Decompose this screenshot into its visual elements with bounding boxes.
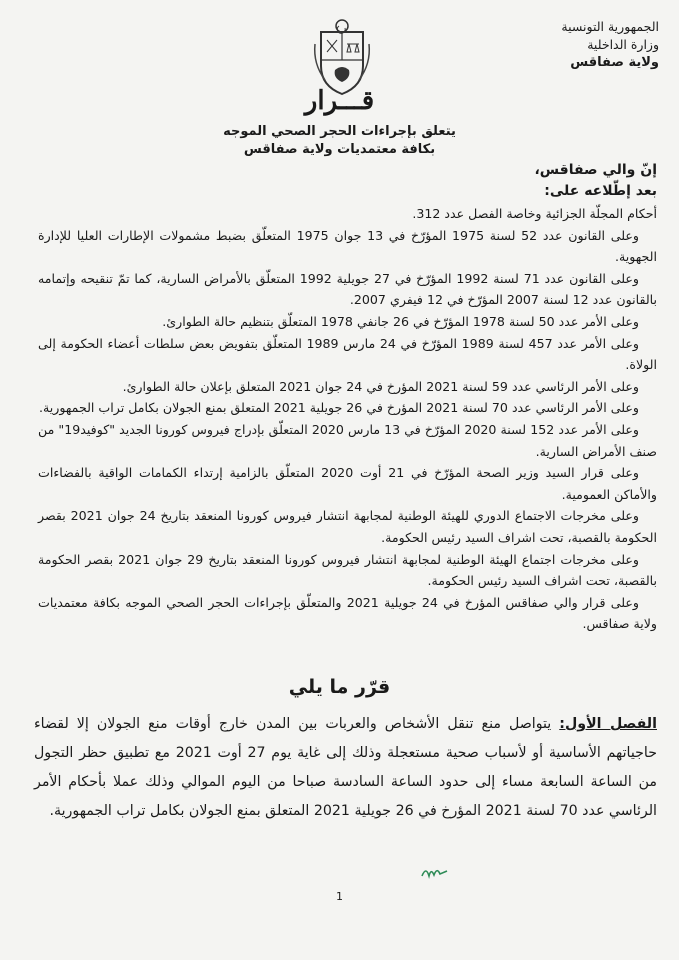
reference-paragraph: وعلى الأمر الرئاسي عدد 59 لسنة 2021 المؤرخ في 24 جوان 2021 المتعلق بإعلان حالة الطوارئ. [122, 378, 639, 394]
reference-paragraph: وعلى القانون عدد 52 لسنة 1975 المؤرّخ في 13 جوان 1975 المتعلّق بضبط مشمولات الإطارات العليا للإدارة الجهوية. [38, 227, 657, 265]
header-ministry: وزارة الداخلية [587, 37, 659, 52]
header-governorate: ولاية صفاقس [570, 55, 659, 70]
decree-title: قـــرار [304, 86, 375, 116]
reference-paragraph: وعلى الأمر عدد 152 لسنة 2020 المؤرّخ في 13 مارس 2020 المتعلّق بإدراج فيروس كورونا الجديد "كوفيد19" من صنف الأمراض السارية. [38, 421, 657, 459]
page-number: 1 [336, 890, 343, 903]
legal-references [38, 203, 657, 635]
decree-subject-line-2: بكافة معتمديات ولاية صفاقس [243, 142, 436, 157]
reference-paragraph: وعلى القانون عدد 71 لسنة 1992 المؤرّخ في 27 جويلية 1992 المتعلّق بالأمراض السارية، كما تمّ تنقيحه وإتمامه بالقانون عدد 12 لسنة 2007 المؤرّخ في 12 فيفري 2007. [38, 270, 657, 308]
article-1 [34, 710, 657, 826]
issuing-authority [509, 18, 659, 72]
reference-paragraph: وعلى الأمر الرئاسي عدد 70 لسنة 2021 المؤرخ في 26 جويلية 2021 المتعلق بمنع الجولان بكامل تراب الجمهورية. [39, 400, 639, 416]
reference-paragraph: وعلى الأمر عدد 457 لسنة 1989 المؤرّخ في 24 مارس 1989 المتعلّق بتفويض بعض سلطات أعضاء الحكومة إلى الولاة. [38, 335, 657, 373]
decree-subject-line-1: يتعلق بإجراءات الحجر الصحي الموجه [223, 124, 456, 139]
reference-paragraph: وعلى الأمر عدد 50 لسنة 1978 المؤرّخ في 26 جانفي 1978 المتعلّق بتنظيم حالة الطوارئ. [162, 313, 639, 329]
article-1-heading: الفصل الأول: [559, 716, 657, 732]
header-country: الجمهورية التونسية [561, 19, 659, 34]
preamble-having-reviewed: بعد إطّلاعه على: [544, 183, 657, 199]
decision-heading: قرّر ما يلي [288, 676, 391, 698]
reference-paragraph: وعلى قرار السيد وزير الصحة المؤرّخ في 21 أوت 2020 المتعلّق بالزامية إرتداء الكمامات الواقية بالفضاءات والأماكن العمومية. [38, 465, 657, 502]
reference-paragraph: وعلى مخرجات اجتماع الهيئة الوطنية لمجابهة انتشار فيروس كورونا المنعقد بتاريخ 29 جوان 2021 بقصر الحكومة بالقصبة، تحت اشراف السيد رئيس الحكومة. [38, 551, 657, 589]
preamble-governor: إنّ والي صفاقس، [534, 162, 657, 178]
article-1-text: يتواصل منع تنقل الأشخاص والعربات بين المدن خارج أوقات منع الجولان إلا لقضاء حاجياتهم الأساسية أو لأسباب صحية مستعجلة وذلك إلى غاية يوم 27 أوت 2021 مع تطبيق حظر التجول من الساعة السابعة مساء إلى حدود الساعة السادسة صباحا من اليوم الموالي وذلك عملا بأحكام الأمر الرئاسي عدد 70 لسنة 2021 المؤرخ في 26 جويلية 2021 المتعلق بمنع الجولان بكامل تراب الجمهورية. [34, 716, 657, 819]
reference-paragraph: وعلى مخرجات الاجتماع الدوري للهيئة الوطنية لمجابهة انتشار فيروس كورونا المنعقد بتاريخ 24 جوان 2021 بقصر الحكومة بالقصبة، تحت اشراف السيد رئيس الحكومة. [38, 508, 657, 545]
initials-signature-icon [420, 862, 450, 882]
reference-paragraph: وعلى قرار والي صفاقس المؤرخ في 24 جويلية 2021 والمتعلّق بإجراءات الحجر الصحي الموجه بكافة معتمديات ولاية صفاقس. [38, 594, 657, 632]
reference-paragraph: أحكام المجلّة الجزائية وخاصة الفصل عدد 312. [412, 206, 657, 221]
